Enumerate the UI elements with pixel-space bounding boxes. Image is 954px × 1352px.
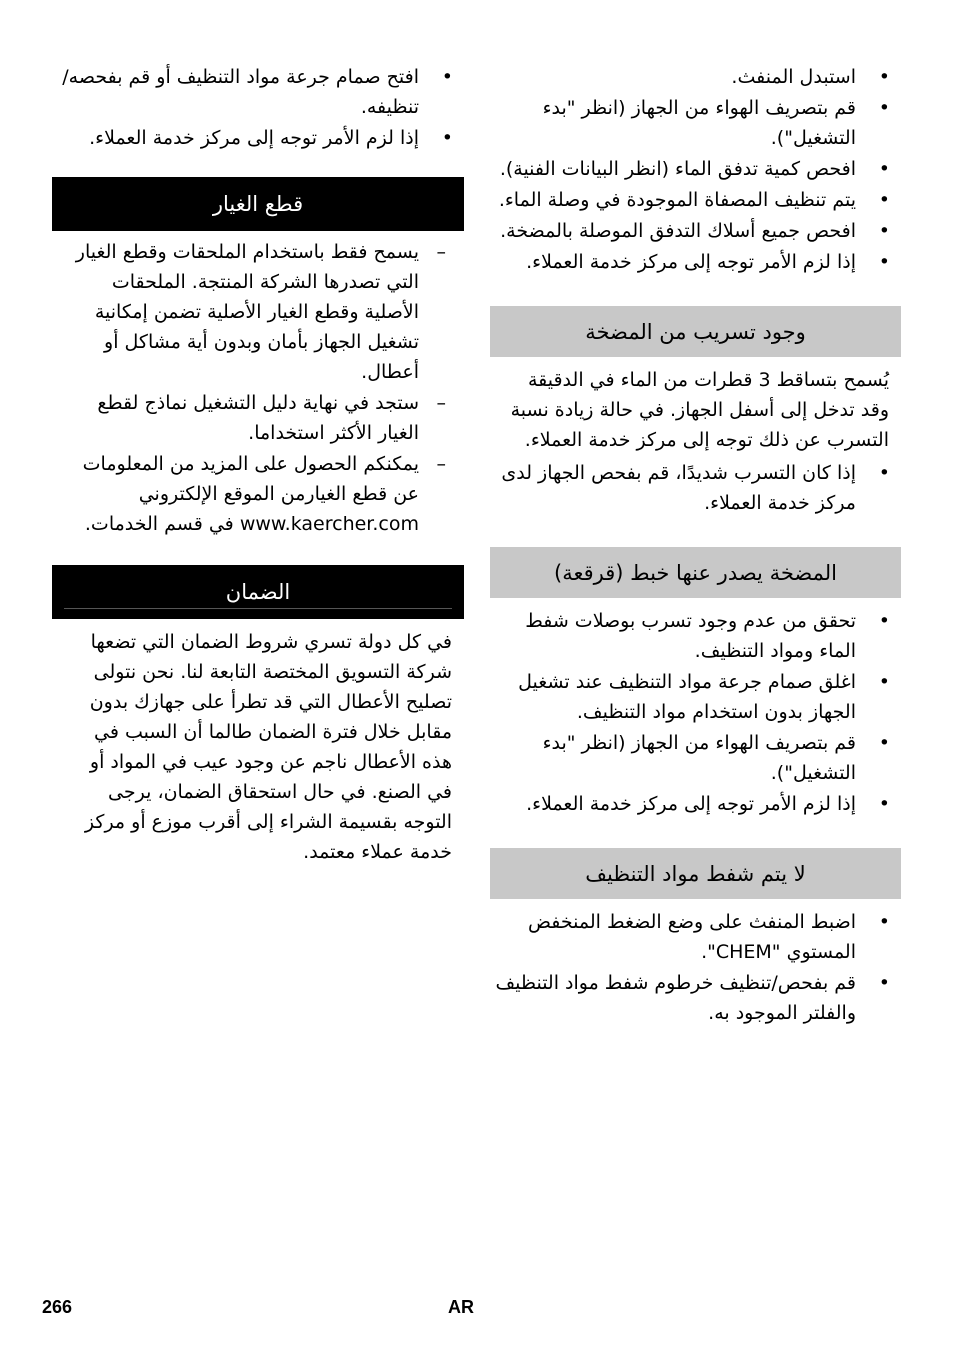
list-item: • قم بتصريف الهواء من الجهاز (انظر "بدء التشغيل"). — [490, 93, 901, 153]
list-item: • قم بتصريف الهواء من الجهاز (انظر "بدء التشغيل"). — [490, 728, 901, 788]
section-header-pump-leak: وجود تسريب من المضخة — [490, 306, 901, 357]
list-item: • يتم تنظيف المصفاة الموجودة في وصلة الماء. — [490, 185, 901, 215]
pump-leak-text: يُسمح بتساقط 3 قطرات من الماء في الدقيقة وقد تدخل إلى أسفل الجهاز. في حالة زيادة نسبة التسرب عن ذلك توجه إلى مركز خدمة العملاء. — [510, 369, 889, 451]
pump-leak-list — [490, 458, 901, 518]
list-item: • اغلق صمام جرعة مواد التنظيف عند تشغيل الجهاز بدون استخدام مواد التنظيف. — [490, 667, 901, 727]
list-item: • اضبط المنفث على وضع الضغط المنخفض المستوي "CHEM". — [490, 907, 901, 967]
no-detergent-suction-list — [490, 907, 901, 1028]
list-item: • افحص جميع أسلاك التدفق الموصلة بالمضخة. — [490, 216, 901, 246]
list-item: – يمكنكم الحصول على المزيد من المعلومات عن قطع الغيارمن الموقع الإلكتروني www.kaercher.com في قسم الخدمات. — [52, 449, 464, 539]
list-item: – ستجد في نهاية دليل التشغيل نماذج لقطع الغيار الأكثر استخداما. — [52, 388, 464, 448]
spare-parts-list — [52, 237, 464, 539]
language-code: AR — [448, 1297, 474, 1317]
list-item: • قم بفحص/تنظيف خرطوم شفط مواد التنظيف والفلتر الموجود به. — [490, 968, 901, 1028]
pump-knocking-list — [490, 606, 901, 819]
list-item: • إذا لزم الأمر توجه إلى مركز خدمة العملاء. — [52, 123, 464, 153]
left-column — [52, 62, 464, 867]
list-item: • استبدل المنفث. — [490, 62, 901, 92]
list-item: • تحقق من عدم وجود تسرب بوصلات شفط الماء ومواد التنظيف. — [490, 606, 901, 666]
right-column — [490, 62, 901, 1029]
list-item: • إذا كان التسرب شديدًا، قم بفحص الجهاز لدى مركز خدمة العملاء. — [490, 458, 901, 518]
list-item: • إذا لزم الأمر توجه إلى مركز خدمة العملاء. — [490, 789, 901, 819]
section-header-no-detergent-suction: لا يتم شفط مواد التنظيف — [490, 848, 901, 899]
section-header-spare-parts: قطع الغيار — [52, 177, 464, 231]
warranty-text: في كل دولة تسري شروط الضمان التي تضعها شركة التسويق المختصة التابعة لنا. نحن نتولى تصليح الأعطال التي قد تطرأ على جهازك بدون مقابل خلال فترة الضمان طالما أن السبب في هذه الأعطال ناجم عن وجود عيب في المواد أو في الصنع. في حال استحقاق الضمان، يرجى التوجه بقسيمة الشراء إلى أقرب موزع أو مركز خدمة عملاء معتمد. — [84, 631, 452, 863]
list-item: • إذا لزم الأمر توجه إلى مركز خدمة العملاء. — [490, 247, 901, 277]
list-item: • افحص كمية تدفق الماء (انظر البيانات الفنية). — [490, 154, 901, 184]
page-number: 266 — [42, 1297, 73, 1317]
troubleshoot-list — [490, 62, 901, 277]
section-header-warranty: الضمان — [52, 565, 464, 619]
list-item: – يسمح فقط باستخدام الملحقات وقطع الغيار التي تصدرها الشركة المنتجة. الملحقات الأصلية وقطع الغيار الأصلية تضمن إمكانية تشغيل الجهاز بأمان وبدون أية مشاكل أو أعطال. — [52, 237, 464, 387]
detergent-list — [52, 62, 464, 153]
list-item: • افتح صمام جرعة مواد التنظيف أو قم بفحصه/تنظيفه. — [52, 62, 464, 122]
section-header-pump-knocking: المضخة يصدر عنها خبط (قرقعة) — [490, 547, 901, 598]
